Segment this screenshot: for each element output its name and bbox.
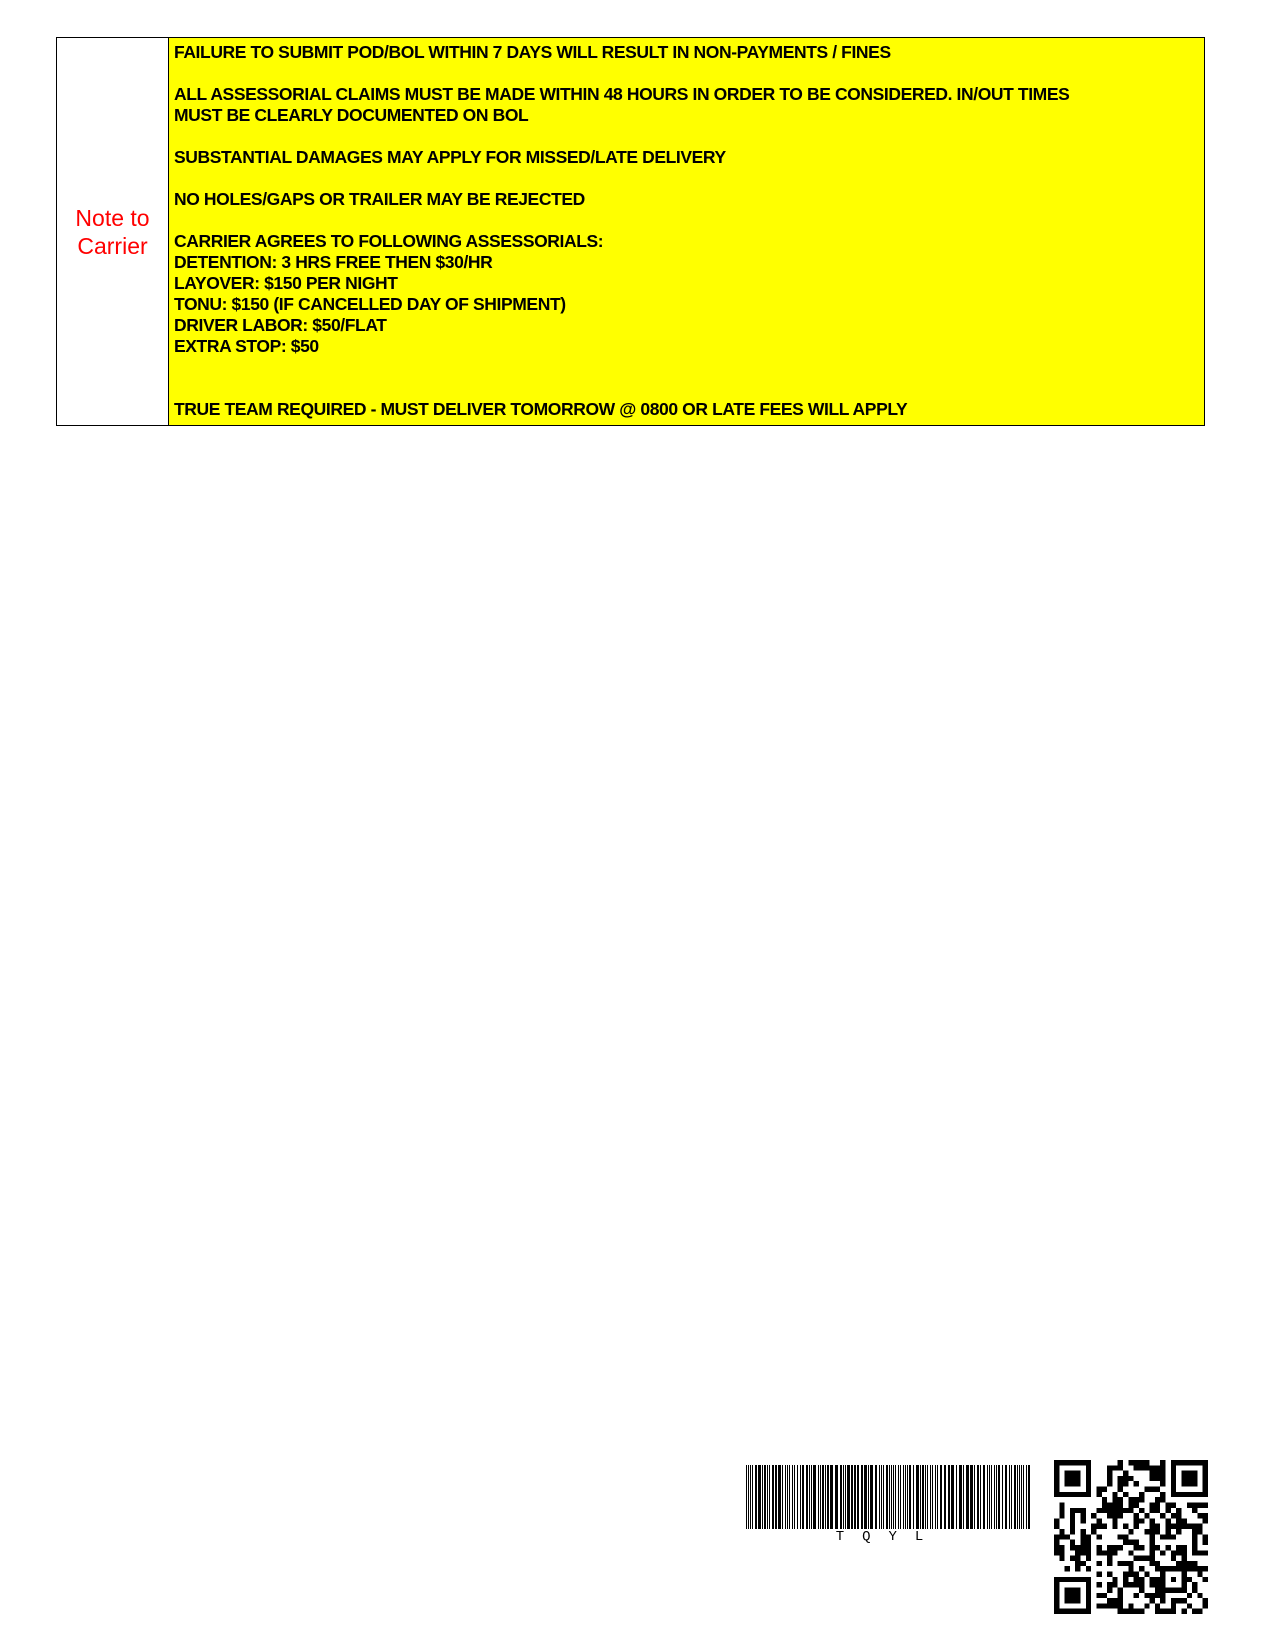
note-line-assessorial-claims: ALL ASSESSORIAL CLAIMS MUST BE MADE WITHIN 48 HOURS IN ORDER TO BE CONSIDERED. IN/OUT TIMES [174,84,1070,104]
note-body [169,38,1204,425]
note-line-tonu: TONU: $150 (IF CANCELLED DAY OF SHIPMENT) [174,294,566,314]
note-label-line2: Carrier [77,232,148,259]
note-line-driver-labor: DRIVER LABOR: $50/FLAT [174,315,387,335]
note-label-cell [57,38,169,425]
qr-code [1054,1460,1208,1614]
note-line-extra-stop: EXTRA STOP: $50 [174,336,319,356]
note-line-detention: DETENTION: 3 HRS FREE THEN $30/HR [174,252,493,272]
barcode-text: TQYL [835,1529,942,1545]
note-line-damages: SUBSTANTIAL DAMAGES MAY APPLY FOR MISSED/LATE DELIVERY [174,147,726,167]
note-line-layover: LAYOVER: $150 PER NIGHT [174,273,398,293]
note-line-holes-gaps: NO HOLES/GAPS OR TRAILER MAY BE REJECTED [174,189,585,209]
note-to-carrier-table [56,37,1205,426]
barcode [746,1465,1031,1529]
note-line-true-team: TRUE TEAM REQUIRED - MUST DELIVER TOMORROW @ 0800 OR LATE FEES WILL APPLY [174,399,908,419]
note-line-assessorial-claims-cont: MUST BE CLEARLY DOCUMENTED ON BOL [174,105,529,125]
note-line-pod-bol: FAILURE TO SUBMIT POD/BOL WITHIN 7 DAYS WILL RESULT IN NON-PAYMENTS / FINES [174,42,891,62]
note-line-assessorials-heading: CARRIER AGREES TO FOLLOWING ASSESSORIALS: [174,231,604,251]
note-label-line1: Note to [75,204,150,231]
